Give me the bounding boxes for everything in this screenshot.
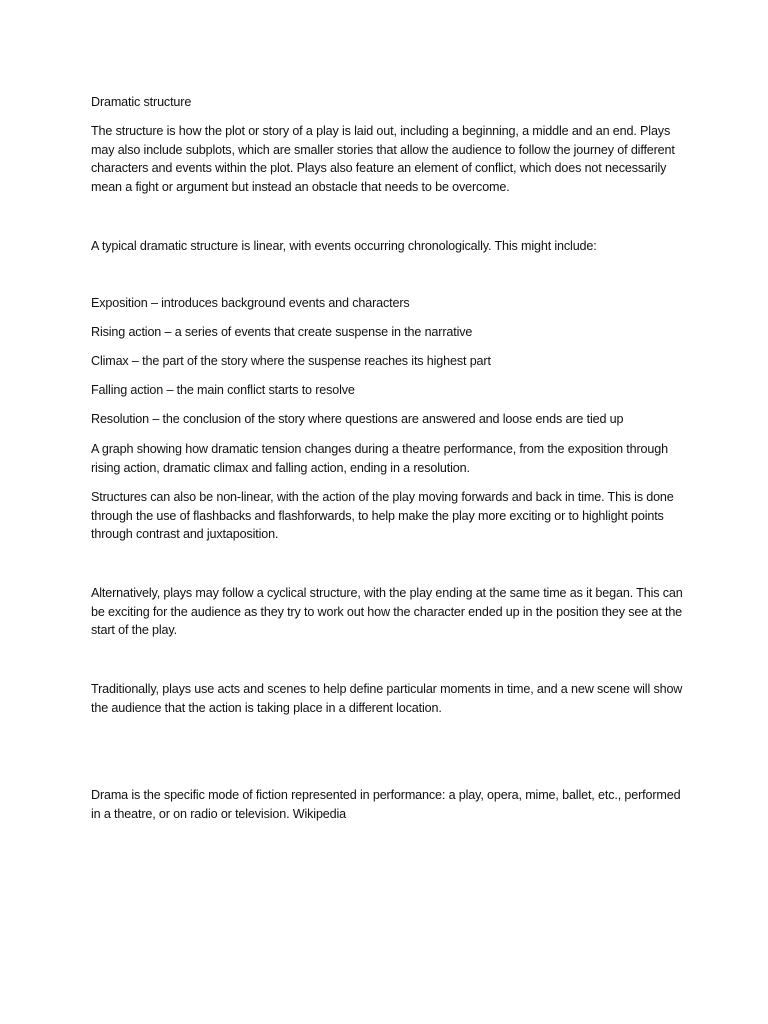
stage-resolution: Resolution – the conclusion of the story where questions are answered and loose ends are tied up — [91, 412, 624, 426]
linear-intro-paragraph: A typical dramatic structure is linear, with events occurring chronologically. This might include: — [91, 239, 597, 253]
cyclical-paragraph: Alternatively, plays may follow a cyclical structure, with the play ending at the same time as it began. This can be exciting for the audience as they try to work out how the character ended up in the position they see at the start of the play. — [91, 586, 683, 637]
stage-climax: Climax – the part of the story where the suspense reaches its highest part — [91, 354, 491, 368]
acts-scenes-paragraph: Traditionally, plays use acts and scenes to help define particular moments in time, and a new scene will show the audience that the action is taking place in a different location. — [91, 682, 683, 715]
intro-paragraph: The structure is how the plot or story of a play is laid out, including a beginning, a middle and an end. Plays may also include subplots, which are smaller stories that allow the audience to follow the journey of different characters and events within the plot. Plays also feature an element of conflict, which does not necessarily mean a fight or argument but instead an obstacle that needs to be overcome. — [91, 124, 675, 194]
document-title: Dramatic structure — [91, 95, 192, 109]
nonlinear-paragraph: Structures can also be non-linear, with the action of the play moving forwards and back in time. This is done through the use of flashbacks and flashforwards, to help make the play more exciting or to highlight points through contrast and juxtaposition. — [91, 490, 674, 541]
graph-caption: A graph showing how dramatic tension changes during a theatre performance, from the exposition through rising action, dramatic climax and falling action, ending in a resolution. — [91, 442, 668, 475]
stage-exposition: Exposition – introduces background events and characters — [91, 296, 410, 310]
stage-rising-action: Rising action – a series of events that create suspense in the narrative — [91, 325, 473, 339]
drama-definition-paragraph: Drama is the specific mode of fiction represented in performance: a play, opera, mime, ballet, etc., performed in a theatre, or on radio or television. Wikipedia — [91, 788, 681, 821]
stage-falling-action: Falling action – the main conflict starts to resolve — [91, 383, 355, 397]
